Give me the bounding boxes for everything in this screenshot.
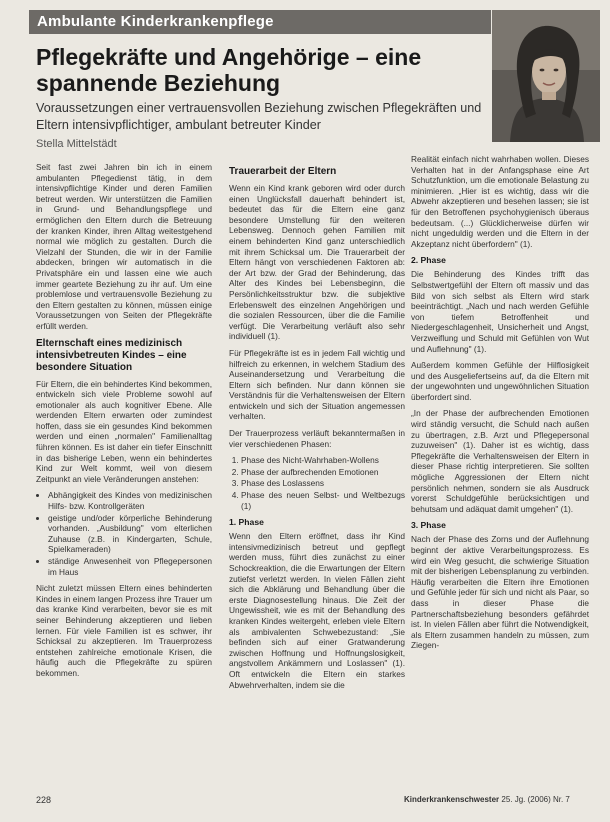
list-item: 3. Phase des Loslassens [241,478,405,489]
column-3 [411,154,589,778]
list-item: • ständige Anwesenheit von Pflegepersonen im Haus [48,556,212,577]
journal-name: Kinderkrankenschwester [404,795,500,804]
journal-footer [404,795,570,804]
subheading: 1. Phase [229,517,264,528]
column-1 [36,162,212,778]
body-paragraph: Nicht zuletzt müssen Eltern eines behinderten Kindes in einem langen Prozess ihre Trauer um das kranke Kind verarbeiten, bevor sie es mit seiner Behinderung akzeptieren und lieben lernen. Für viele Familien ist es schwer, ihr Schicksal zu akzeptieren. Im Trauerprozess entstehen zahlreiche emotionale Krisen, die häufig auch die Pflegekräfte zu spüren bekommen. [36,583,212,678]
body-paragraph: Wenn den Eltern eröffnet, dass ihr Kind intensivmedizinisch betreut und gepflegt werden muss, führt dies zunächst zu einer Schockreaktion, die die Erwartungen der Eltern zutiefst verletzt werden. In vielen Fällen zieht sich die Abklärung und Behandlung über die erste Diagnosestellung hinaus. Die Zeit der Ungewissheit, wie es mit der Behandlung des kranken Kindes weitergeht, erleben viele Eltern als ambivalenten Schwebezustand: „Sie befinden sich auf einer Gratwanderung zwischen Hoffnung und Hoffnungslosigkeit, angstvollem Ankämmern und Loslassen" (1). Oft entwickeln die Eltern ein starkes Abwehrverhalten, indem sie die [229,531,405,690]
list-item: 1. Phase des Nicht-Wahrhaben-Wollens [241,455,405,466]
section-banner: Ambulante Kinderkrankenpflege [29,10,491,34]
journal-issue: 25. Jg. (2006) Nr. 7 [501,795,570,804]
intro-paragraph: Seit fast zwei Jahren bin ich in einem ambulanten Pflegedienst tätig, in dem intensivpflichtige Kinder und deren Familien betreut werden. Wir unterstützen die Familien in Grund- und Behandlungspflege und ermöglichen den Eltern durch die Betreuung der kranken Kinder, ihren Alltag weitestgehend normal wie möglich zu gestalten. Durch die Vielzahl der Stunden, die wir in der Familie abdecken, bringen wir automatisch in die Privatsphäre ein und lassen eine wie auch immer geartete Beziehung zu ihr auf. Um eine problemlose und vertrauensvolle Beziehung zu den Eltern gestalten zu können, müssen einige Voraussetzungen von Seiten der Pflegekräfte erfüllt werden. [36,162,212,331]
list-item: 4. Phase des neuen Selbst- und Weltbezugs (1) [241,490,405,511]
author-photo [492,10,600,142]
body-paragraph: Nach der Phase des Zorns und der Auflehnung beginnt der aktive Verarbeitungsprozess. Es wird ein Weg gesucht, die schwierige Situation mit der bisherigen Lebensplanung zu verbinden. Häufig verarbeiten die Eltern ihre Emotionen und Gefühle jeder für sich und nicht als Paar, so dass in dieser Phase die Partnerschaftsbeziehung besonders gefährdet ist. In vielen Fällen aber führt die Notwendigkeit, als Eltern zusammen handeln zu müssen, zum Ziegen- [411,534,589,651]
subheading: 2. Phase [411,255,446,266]
phase-list [229,455,405,511]
bullet-list [36,490,212,577]
section-heading: Elternschaft eines medizinisch intensivbetreuten Kindes – eine besondere Situation [36,337,187,373]
body-paragraph: Für Eltern, die ein behindertes Kind bekommen, entwickeln sich viele Probleme sowohl auf emotionaler als auch kognitiver Ebene. Alle werdenden Eltern erwarten oder zumindest hoffen, dass sie ein gesundes Kind bekommen werden und einen „normalen" Familienalltag führen können. Es ist daher ein tiefer Einschnitt in das bisherige Leben, wenn ein behindertes Kind zur Welt kommt, weil von diesem Zeitpunkt an viele Veränderungen anstehen: [36,378,212,484]
list-item: • geistige und/oder körperliche Behinderung vorhanden. „Ausbildung" vom elterlichen Zuhause (z.B. in Kindergarten, Schule, Spielkameraden) [48,513,212,555]
page-number: 228 [36,795,52,805]
article-author: Stella Mittelstädt [36,138,117,150]
body-paragraph: Die Behinderung des Kindes trifft das Selbstwertgefühl der Eltern oft massiv und das Bild von sich selbst als Eltern wird stark beeinträchtigt. „Nach und nach werden Gefühle von tiefem Betroffenheit und Niedergeschlagenheit, Unsicherheit und Angst, Verzweiflung und Schuld mit Gefühlen von Wut und Auflehnung" (1). [411,269,589,354]
body-paragraph: Für Pflegekräfte ist es in jedem Fall wichtig und hilfreich zu erkennen, in welchem Stadium des Auseinandersetzung und Verarbeitung die Eltern sich befinden. Nur dann können sie Verständnis für die Verhaltensweisen der Eltern entwickeln und sich der Situation angemessen verhalten. [229,347,405,422]
column-2 [229,162,405,778]
section-heading: Trauerarbeit der Eltern [229,166,337,177]
body-paragraph: Realität einfach nicht wahrhaben wollen. Dieses Verhalten hat in der Anfangsphase eine Art Schutzfunktion, um die emotionale Belastung zu minimieren. „Hier ist es wichtig, dass wir die Abwehr akzeptieren und besehen lassen; sie ist für den Betroffenen psychohygienisch überaus bedeutsam. (...) Glücklicherweise dürfen wir nicht ungeduldig werden und die Eltern in der Akzeptanz nicht überfordern" (1). [411,154,589,249]
list-item: • Abhängigkeit des Kindes von medizinischen Hilfs- bzw. Kontrollgeräten [48,490,212,511]
article-subtitle: Voraussetzungen einer vertrauensvollen Beziehung zwischen Pflegekräften und Eltern intensivpflichtiger, ambulant betreuter Kinder [36,101,482,132]
author-photo-image [492,10,600,142]
body-paragraph: Wenn ein Kind krank geboren wird oder durch einen Unglücksfall dauerhaft behindert ist, bedeutet das für die Eltern eine ganz besondere Umstellung für den weiteren Lebensweg. Dennoch gehen Familien mit einem behinderten Kind ganz unterschiedlich mit ihrem Schicksal um. Die Trauerarbeit der Eltern hängt von verschiedenen Faktoren ab: der Art bzw. der Grad der Behinderung, das Alter des Kindes bei Lebensbeginn, die Persönlichkeitsstruktur bzw. die subjektive Erlebenswelt des einzelnen Angehörigen und die sozialen Ressourcen, über die die Familie verfügt. Die Verarbeitung verläuft also sehr individuell (1). [229,183,405,342]
subheading: 3. Phase [411,520,446,531]
body-paragraph: Der Trauerprozess verläuft bekanntermaßen in vier verschiedenen Phasen: [229,428,405,449]
body-paragraph: „In der Phase der aufbrechenden Emotionen wird ständig versucht, die Schuld nach außen zu übertragen, z.B. Arzt und Pflegepersonal zuzuweisen" (1). Daher ist es wichtig, dass Pflegekräfte die Verhaltensweisen der Eltern in dieser Phase richtig interpretieren. Sie sollten mögliche Aggressionen der Eltern nicht persönlich nehmen, sondern sie als Ausdruck vorerst Schuldgefühle berücksichtigen und behutsam und adäquat damit umgehen" (1). [411,408,589,514]
article-title: Pflegekräfte und Angehörige – eine spannende Beziehung [36,44,422,96]
body-paragraph: Außerdem kommen Gefühle der Hilflosigkeit und des Ausgeliefertseins auf, da die Eltern mit der ungewohnten und ungewöhnlichen Situation überfordert sind. [411,360,589,402]
list-item: 2. Phase der aufbrechenden Emotionen [241,467,405,478]
